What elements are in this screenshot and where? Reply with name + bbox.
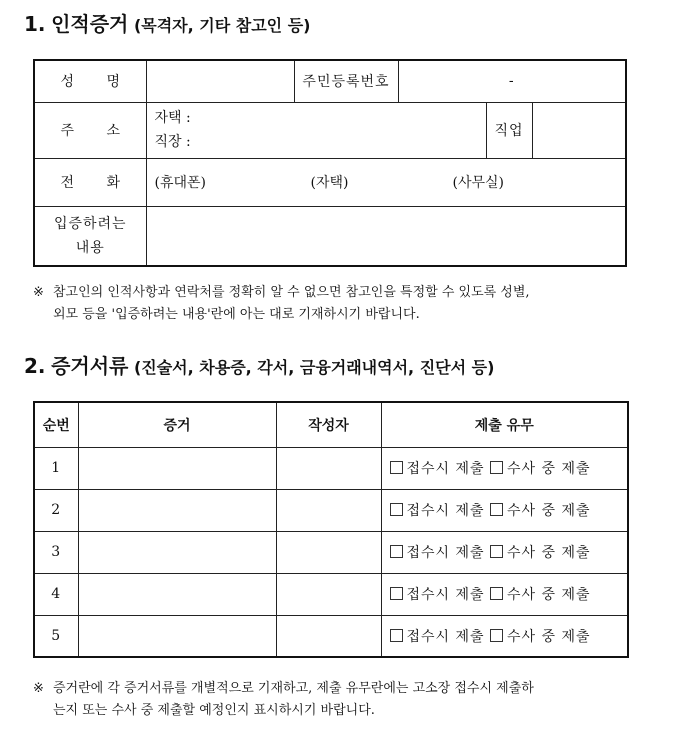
header-evidence: 증거 (78, 402, 276, 447)
row-number: 1 (34, 447, 78, 489)
option-on-filing: 접수시 제출 (406, 545, 485, 561)
rrn-field[interactable]: - (398, 60, 626, 102)
author-field[interactable] (276, 489, 381, 531)
checkbox-icon[interactable] (390, 461, 403, 474)
evidence-field[interactable] (78, 531, 276, 573)
option-during-investigation: 수사 중 제출 (507, 503, 591, 519)
document-evidence-table (33, 401, 629, 658)
personal-evidence-table (33, 59, 627, 267)
checkbox-icon[interactable] (490, 461, 503, 474)
section-2-subtitle: (진술서, 차용증, 각서, 금융거래내역서, 진단서 등) (133, 358, 495, 377)
checkbox-icon[interactable] (490, 503, 503, 516)
table-row (34, 615, 628, 657)
checkbox-icon[interactable] (490, 545, 503, 558)
option-during-investigation: 수사 중 제출 (507, 461, 591, 477)
name-field[interactable] (146, 60, 294, 102)
content-label-line1: 입증하려는 (53, 215, 127, 232)
evidence-field[interactable] (78, 573, 276, 615)
submission-cell (381, 531, 628, 573)
row-number: 2 (34, 489, 78, 531)
checkbox-icon[interactable] (390, 587, 403, 600)
row-number: 5 (34, 615, 78, 657)
job-label: 직업 (486, 102, 532, 158)
table-row (34, 447, 628, 489)
note-1-line1: 참고인의 인적사항과 연락처를 정확히 알 수 없으면 참고인을 특정할 수 있도록 성별, (53, 285, 530, 300)
home-phone-label: (자택) (310, 175, 349, 191)
phone-label: 전 화 (34, 158, 146, 206)
home-address-label: 자택 : (154, 110, 191, 126)
row-number: 4 (34, 573, 78, 615)
row-number: 3 (34, 531, 78, 573)
option-during-investigation: 수사 중 제출 (507, 628, 591, 645)
note-1-mark: ※ (33, 285, 44, 300)
table-row (34, 489, 628, 531)
address-field[interactable] (146, 102, 486, 158)
option-on-filing: 접수시 제출 (406, 587, 485, 603)
section-1-heading (24, 8, 310, 37)
option-on-filing: 접수시 제출 (406, 461, 485, 477)
evidence-field[interactable] (78, 615, 276, 657)
author-field[interactable] (276, 531, 381, 573)
option-during-investigation: 수사 중 제출 (507, 545, 591, 561)
evidence-field[interactable] (78, 489, 276, 531)
section-2-number: 2. (24, 354, 46, 378)
work-address-label: 직장 : (154, 134, 191, 150)
content-field[interactable] (146, 206, 626, 266)
checkbox-icon[interactable] (390, 545, 403, 558)
note-1 (33, 282, 643, 326)
option-during-investigation: 수사 중 제출 (507, 587, 591, 603)
submission-cell (381, 489, 628, 531)
phone-field[interactable] (146, 158, 626, 206)
section-2-title: 증거서류 (51, 354, 129, 378)
option-on-filing: 접수시 제출 (406, 628, 485, 645)
submission-cell (381, 573, 628, 615)
content-label-line2: 내용 (75, 239, 105, 256)
note-2 (33, 678, 643, 722)
mobile-label: (휴대폰) (154, 175, 206, 191)
note-2-mark: ※ (33, 681, 44, 696)
table-row (34, 573, 628, 615)
section-2-heading (24, 350, 494, 379)
note-1-line2: 외모 등을 '입증하려는 내용'란에 아는 대로 기재하시기 바랍니다. (53, 307, 420, 322)
checkbox-icon[interactable] (490, 587, 503, 600)
address-label: 주 소 (34, 102, 146, 158)
note-2-line2: 는지 또는 수사 중 제출할 예정인지 표시하시기 바랍니다. (53, 703, 375, 718)
checkbox-icon[interactable] (490, 629, 503, 642)
section-1-title: 인적증거 (51, 12, 129, 36)
option-on-filing: 접수시 제출 (406, 503, 485, 519)
checkbox-icon[interactable] (390, 629, 403, 642)
name-label: 성 명 (34, 60, 146, 102)
evidence-field[interactable] (78, 447, 276, 489)
section-1-number: 1. (24, 12, 46, 36)
table-row (34, 531, 628, 573)
office-phone-label: (사무실) (452, 175, 504, 191)
header-author: 작성자 (276, 402, 381, 447)
section-1-subtitle: (목격자, 기타 참고인 등) (133, 16, 311, 35)
author-field[interactable] (276, 447, 381, 489)
author-field[interactable] (276, 573, 381, 615)
header-seq: 순번 (34, 402, 78, 447)
rrn-label: 주민등록번호 (294, 60, 398, 102)
note-2-line1: 증거란에 각 증거서류를 개별적으로 기재하고, 제출 유무란에는 고소장 접수시 제출하 (53, 681, 534, 696)
submission-cell (381, 615, 628, 657)
header-submission: 제출 유무 (381, 402, 628, 447)
checkbox-icon[interactable] (390, 503, 403, 516)
submission-cell (381, 447, 628, 489)
author-field[interactable] (276, 615, 381, 657)
job-field[interactable] (532, 102, 626, 158)
content-label (34, 206, 146, 266)
